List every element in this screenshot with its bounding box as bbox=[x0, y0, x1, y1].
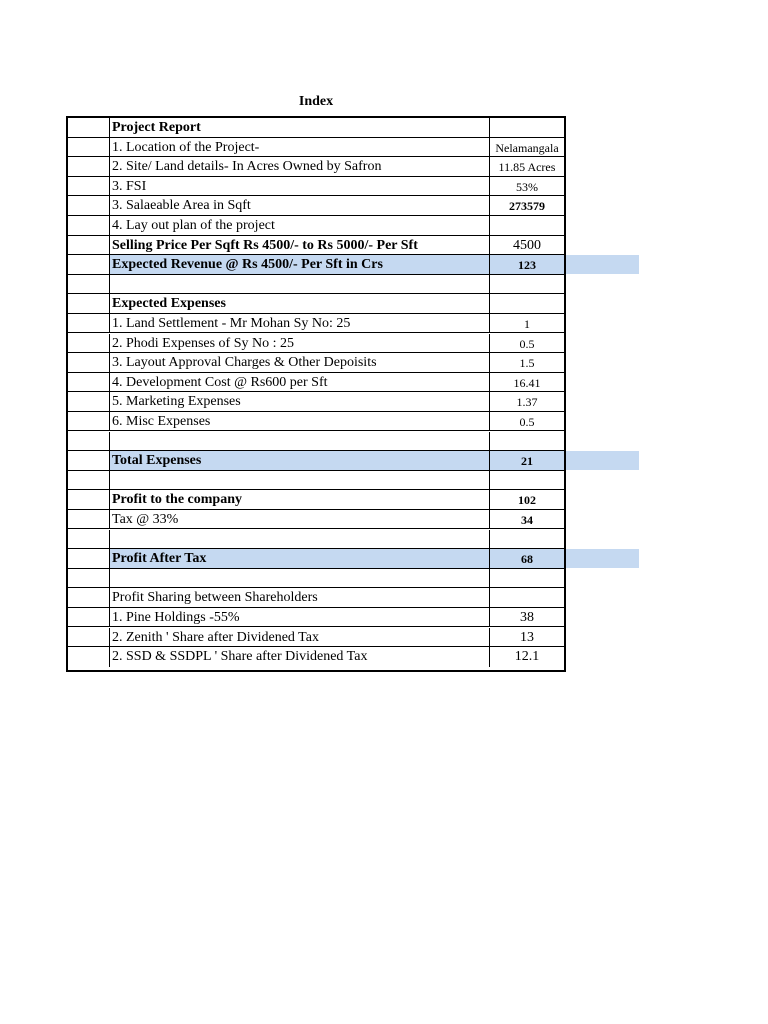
row-value-cell: 12.1 bbox=[514, 649, 540, 665]
row-value-cell bbox=[490, 569, 564, 588]
highlight-band bbox=[566, 549, 639, 568]
row-value-cell bbox=[490, 118, 564, 137]
row-value-cell bbox=[490, 294, 564, 313]
row-value-cell: 11.85 Acres bbox=[498, 160, 556, 175]
row-index-cell bbox=[68, 569, 110, 588]
row-value-cell: 16.41 bbox=[513, 375, 541, 390]
row-index-cell bbox=[68, 275, 110, 294]
table-row bbox=[68, 294, 564, 314]
table-row bbox=[68, 549, 564, 569]
row-index-cell bbox=[68, 608, 110, 627]
row-index-cell bbox=[68, 216, 110, 235]
row-index-cell bbox=[68, 549, 110, 568]
row-index-cell bbox=[68, 628, 110, 647]
row-index-cell bbox=[68, 373, 110, 392]
table-row bbox=[68, 196, 564, 216]
row-index-cell bbox=[68, 490, 110, 509]
row-value-cell bbox=[490, 275, 564, 294]
highlight-band bbox=[566, 255, 639, 274]
row-label-cell: 1. Location of the Project- bbox=[110, 138, 490, 157]
row-label-cell: Expected Expenses bbox=[110, 294, 490, 313]
row-label-cell: Profit to the company bbox=[110, 490, 490, 509]
table-row bbox=[68, 628, 564, 648]
table-row bbox=[68, 490, 564, 510]
row-value-cell bbox=[490, 530, 564, 549]
table-row bbox=[68, 334, 564, 354]
table-row bbox=[68, 412, 564, 432]
row-value-cell bbox=[490, 471, 564, 490]
row-label-cell: 1. Land Settlement - Mr Mohan Sy No: 25 bbox=[110, 314, 490, 333]
project-report-table bbox=[66, 116, 566, 672]
table-row bbox=[68, 157, 564, 177]
row-label-cell: 3. FSI bbox=[110, 177, 490, 196]
row-label-cell: Project Report bbox=[110, 118, 490, 137]
row-label-cell: Tax @ 33% bbox=[110, 510, 490, 529]
row-label-cell: 2. Zenith ' Share after Dividened Tax bbox=[110, 628, 490, 647]
row-index-cell bbox=[68, 647, 110, 667]
table-row bbox=[68, 451, 564, 471]
table-row bbox=[68, 510, 564, 530]
row-index-cell bbox=[68, 353, 110, 372]
row-label-cell: Profit After Tax bbox=[110, 549, 490, 568]
table-row bbox=[68, 373, 564, 393]
table-row bbox=[68, 392, 564, 412]
row-index-cell bbox=[68, 294, 110, 313]
row-value-cell: 0.5 bbox=[519, 414, 535, 429]
row-label-cell: Profit Sharing between Shareholders bbox=[110, 588, 490, 607]
row-value-cell: 273579 bbox=[509, 199, 545, 214]
table-row bbox=[68, 236, 564, 256]
table-row bbox=[68, 530, 564, 550]
row-label-cell: 2. SSD & SSDPL ' Share after Dividened Tax bbox=[110, 647, 490, 667]
table-row bbox=[68, 471, 564, 491]
row-value-cell: 123 bbox=[490, 255, 564, 274]
row-label-cell bbox=[110, 530, 490, 549]
row-label-cell: Total Expenses bbox=[110, 451, 490, 470]
row-label-cell bbox=[110, 569, 490, 588]
row-value-cell: 21 bbox=[490, 451, 564, 470]
table-row bbox=[68, 569, 564, 589]
row-label-cell: 3. Salaeable Area in Sqft bbox=[110, 196, 490, 215]
row-label-cell: 4. Development Cost @ Rs600 per Sft bbox=[110, 373, 490, 392]
table-row bbox=[68, 118, 564, 138]
row-index-cell bbox=[68, 392, 110, 411]
row-index-cell bbox=[68, 432, 110, 451]
row-index-cell bbox=[68, 157, 110, 176]
table-row bbox=[68, 588, 564, 608]
row-index-cell bbox=[68, 588, 110, 607]
row-label-cell bbox=[110, 275, 490, 294]
row-value-cell: 1.37 bbox=[516, 395, 538, 410]
table-row bbox=[68, 216, 564, 236]
row-index-cell bbox=[68, 138, 110, 157]
row-index-cell bbox=[68, 334, 110, 353]
row-label-cell: 5. Marketing Expenses bbox=[110, 392, 490, 411]
table-row bbox=[68, 432, 564, 452]
row-value-cell bbox=[490, 216, 564, 235]
row-label-cell bbox=[110, 471, 490, 490]
row-label-cell: 4. Lay out plan of the project bbox=[110, 216, 490, 235]
row-label-cell bbox=[110, 432, 490, 451]
table-row bbox=[68, 138, 564, 158]
row-index-cell bbox=[68, 314, 110, 333]
row-value-cell: 102 bbox=[518, 493, 536, 508]
row-index-cell bbox=[68, 236, 110, 255]
table-row bbox=[68, 177, 564, 197]
row-label-cell: 2. Phodi Expenses of Sy No : 25 bbox=[110, 334, 490, 353]
sheet-title: Index bbox=[298, 94, 334, 109]
table-row bbox=[68, 255, 564, 275]
table-row bbox=[68, 314, 564, 334]
row-index-cell bbox=[68, 118, 110, 137]
row-index-cell bbox=[68, 471, 110, 490]
row-value-cell: 38 bbox=[520, 609, 534, 625]
table-row bbox=[68, 647, 564, 667]
row-index-cell bbox=[68, 510, 110, 529]
row-value-cell: 1.5 bbox=[519, 356, 535, 371]
row-label-cell: Selling Price Per Sqft Rs 4500/- to Rs 5000/- Per Sft bbox=[110, 236, 490, 255]
row-value-cell bbox=[490, 588, 564, 607]
row-value-cell bbox=[490, 432, 564, 451]
row-value-cell: 53% bbox=[516, 179, 538, 194]
row-value-cell: 1 bbox=[524, 316, 530, 331]
row-index-cell bbox=[68, 451, 110, 470]
row-label-cell: 1. Pine Holdings -55% bbox=[110, 608, 490, 627]
table-row bbox=[68, 608, 564, 628]
row-value-cell: 34 bbox=[521, 512, 533, 527]
row-index-cell bbox=[68, 177, 110, 196]
highlight-band bbox=[566, 451, 639, 470]
row-value-cell: Nelamangala bbox=[495, 140, 559, 155]
row-label-cell: 2. Site/ Land details- In Acres Owned by Safron bbox=[110, 157, 490, 176]
table-row bbox=[68, 275, 564, 295]
row-value-cell: 13 bbox=[520, 629, 534, 645]
row-value-cell: 4500 bbox=[513, 237, 541, 253]
row-value-cell: 0.5 bbox=[519, 336, 535, 351]
row-index-cell bbox=[68, 196, 110, 215]
row-label-cell: 3. Layout Approval Charges & Other Depoisits bbox=[110, 353, 490, 372]
row-index-cell bbox=[68, 255, 110, 274]
row-value-cell: 68 bbox=[490, 549, 564, 568]
row-index-cell bbox=[68, 530, 110, 549]
table-row bbox=[68, 353, 564, 373]
row-index-cell bbox=[68, 412, 110, 431]
row-label-cell: 6. Misc Expenses bbox=[110, 412, 490, 431]
row-label-cell: Expected Revenue @ Rs 4500/- Per Sft in Crs bbox=[110, 255, 490, 274]
